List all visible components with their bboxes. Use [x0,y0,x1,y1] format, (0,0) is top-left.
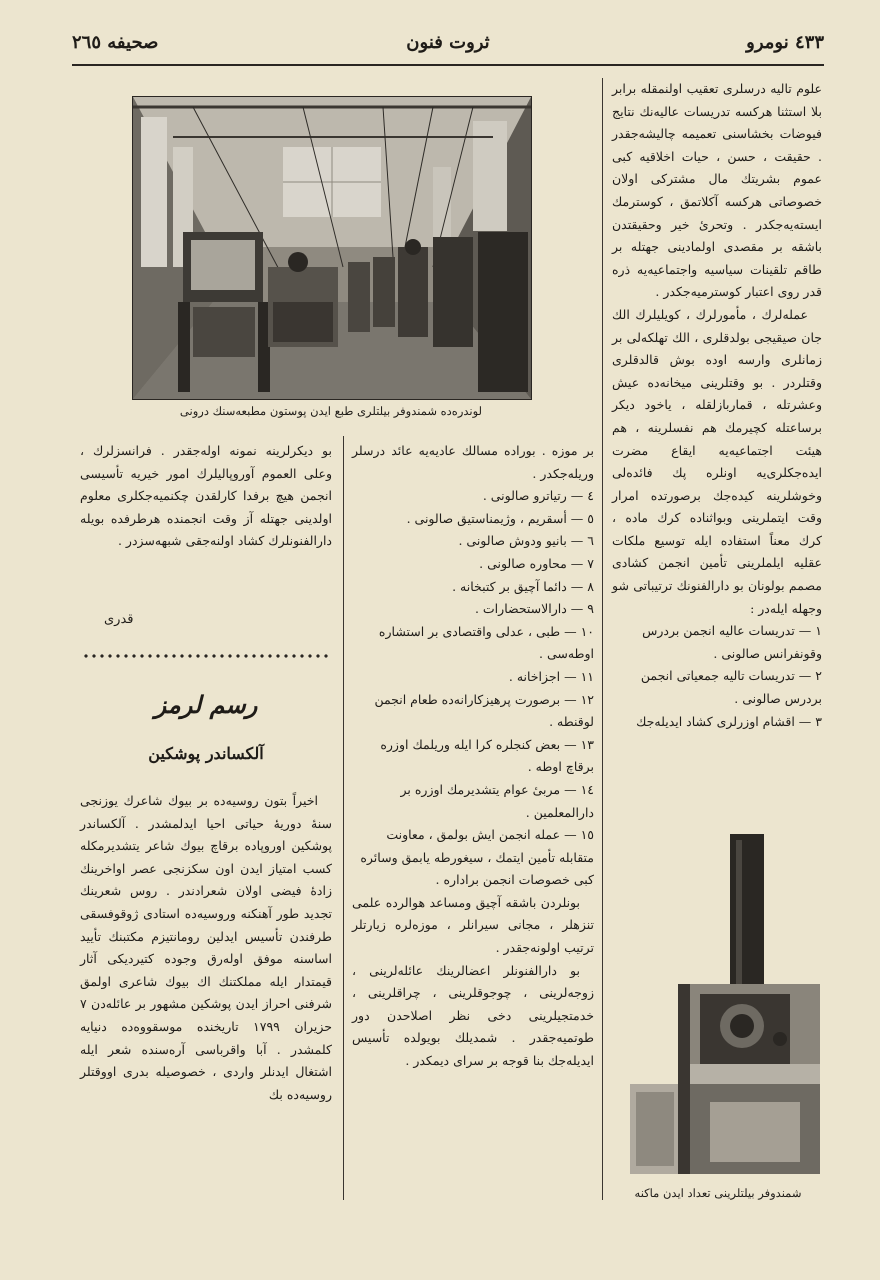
issue-number: ٤٣٣ نومرو [746,32,824,53]
ticket-machine-illustration [630,834,820,1174]
author-signature: قدری [104,612,134,627]
middle-paragraph-1: بونلردن باشقه آچيق ومساعد هوالرده علمی تنزهلر ، مجانی سيرانلر ، موزه‌لره زيارتلر ترتيب اولونه‌جقدر . [352,894,594,956]
list-item: ٧ — محاوره صالونی . [479,555,594,571]
ticket-machine-photo [630,834,820,1174]
list-item: ٤ — رتياترو صالونی . [482,488,594,504]
press-interior-photo [132,96,532,400]
left-paragraph-2: اخيراً بتون روسيه‌ده بر بيوك شاعرك يوزنجی سنهٔ دوريهٔ حياتی احيا ايدلمشدر . آلكساندر پوشكين اوروپاده برقاچ بيوك شاعر يتشديرمكله كسب امتياز ايدن اون سكزنجی عصر اواخرينك زادهٔ فيضی اولان شعرادندر . روس شعرينك تجديد طور آهنكنه وروسيه‌ده استادی ژوقوفسقی طرفندن تأسيس ايدلين رومانتيزم مكتبنك تأييد اساسنه موفق اوله‌رق وجوده كتيرديكی آثار قيمتدار ايله مملكتنك اك بيوك شاعری اولمق شرفنی احراز ايدن پوشكين مشهور بر عائله‌دن ٧ حزيران ١٧٩٩ تاريخنده موسقووه‌ده دنيايه كلمشدر . آبا واقرباسی آره‌سنده شعر ايله اشتغال ايدنلر واردی ، خصوصيله بدری اووقتلر روسيه‌ده بك [80,793,332,1102]
list-item: ٢ — تدريسات تاليه جمعياتی انجمن بردرس صالونی . [640,668,822,707]
middle-paragraph-2: بو دارالفنونلر اعضالرينك عائله‌لرينی ، زوجه‌لرينی ، چوجوقلرينی ، چراقلرينی ، خدمتجيلرينی دخی نظر اصلاحدن دور طوتميه‌جقدر . شمديلك بويولده تأسيس ايديله‌جك بنا قوجه بر سرای ديمكدر . [352,962,594,1069]
section-subtitle: آلكساندر پوشكين [148,744,264,763]
list-item: ١٥ — عمله انجمن ايش بولمق ، معاونت متقابله تأمين ايتمك ، سيغورطه يابمق وسائره كبی خصوصات انجمن براداره . [360,827,594,888]
press-interior-illustration [133,97,531,399]
column-divider [602,78,603,1200]
list-item: ١٠ — طبی ، عدلی واقتصادی بر استشاره اوطه‌سی . [378,623,594,662]
list-item: ١٣ — بعض كنجلره كرا ايله وريلمك اوزره برقاچ اوطه . [380,736,594,775]
journal-title: ثروت فنون [406,32,490,53]
page-number: صحيفه ٢٦٥ [72,32,159,53]
page-header [72,28,824,64]
column-divider [343,436,344,1200]
bottom-photo-caption: شمندوفر بيلتلرينی تعداد ايدن ماكنه [634,1186,802,1200]
list-item: ١٤ — مربیٔ عوام يتشديرمك اوزره بر دارالمعلمين . [400,781,594,820]
section-title: رسم لرمز [154,690,258,719]
middle-intro: بر موزه . بوراده مسالك عاديه‌يه عائد درسلر وريله‌جكدر . [352,443,594,481]
header-rule [72,64,824,66]
left-column-top [80,440,332,610]
left-paragraph-1: بو ديكرلرينه نمونه اوله‌جقدر . فرانسزلرك ، وعلی العموم آوروپاليلرك امور خيريه تأسيسی انجمن هيچ برفدا كارلقدن چكنميه‌جكلری معلوم اولدينی جهتله آز وقت انجمنده هرطرفده بويله دارالفنونلرك كشاد اولنه‌جقی شبهه‌سزدر . [80,443,332,549]
middle-column [352,440,594,1216]
left-column-bottom [80,790,332,1210]
list-item: ١١ — اجزاخانه . [508,668,594,684]
list-item: ٨ — دائما آچيق بر كتبخانه . [452,578,594,594]
top-photo-caption: لوندره‌ده شمندوفر بيلتلری طبع ايدن پوستون مطبعه‌سنك درونی [179,404,483,418]
list-item: ٦ — بانيو ودوش صالونی . [458,533,594,549]
right-paragraph-2: عمله‌لرك ، مأمورلرك ، كويليلرك الك جان صيقيجی بولدقلری ، الك تهلكه‌لی بر زمانلری وارسه اوده بوش قالدقلری وقتلردر . بو وقتلرينی ميخانه‌ده عيش وعشرتله ، قماربازلقله ، ياخود ديكر برساعتله كچيرمك هم نفسلرينه ، هم هيئت اجتماعيه‌يه ايقاع مضرت ايده‌جكلری‌يه اونلره پك فائده‌لی وخوشلرينه كيده‌جك برصورتده امرار وقت ايتملرينی وبواثناده كرك ماده ، كرك معناً استفاده ايله توسيع ملكات عقليه ايلملرينی تأمين انجمن كشادی مصمم بولونان بو دارالفنونك ترتيباتی شو وجهله ايله‌در : [612,306,822,616]
section-divider [82,654,328,658]
right-column [612,78,822,824]
list-item: ٣ — اقشام اوزرلری كشاد ايديله‌جك [636,713,822,729]
list-item: ٥ — أسقريم ، وژيمناستيق صالونی . [406,510,594,526]
right-paragraph-1: علوم تاليه درسلری تعقيب اولنمقله برابر بلا استثنا هركسه تدريسات عاليه‌نك نتايج فيوضات بخشاسنی تعميمه چاليشه‌جقدر . حقيقت ، حسن ، حيات اخلاقيه كبی عموم بشريتك مال مشتركی اولان خصوصاتی هركسه آكلاتمق ، كوسترمك ايسته‌يه‌جكدر . وتحریٔ خير وحقيقتدن باشقه بر مقصدی اولمادينی جهتله بر طاقم تلقينات سياسيه واجتماعيه‌يه ذره قدر روی اعتبار كوسترميه‌جكدر . [612,81,822,300]
list-item: ١٢ — برصورت پرهيزكارانه‌ده طعام انجمن لوقنطه . [374,691,594,730]
list-item: ١ — تدريسات عاليه انجمن بردرس وقونفرانس صالونی . [642,623,822,661]
list-item: ٩ — دارالاستحضارات . [474,601,594,617]
